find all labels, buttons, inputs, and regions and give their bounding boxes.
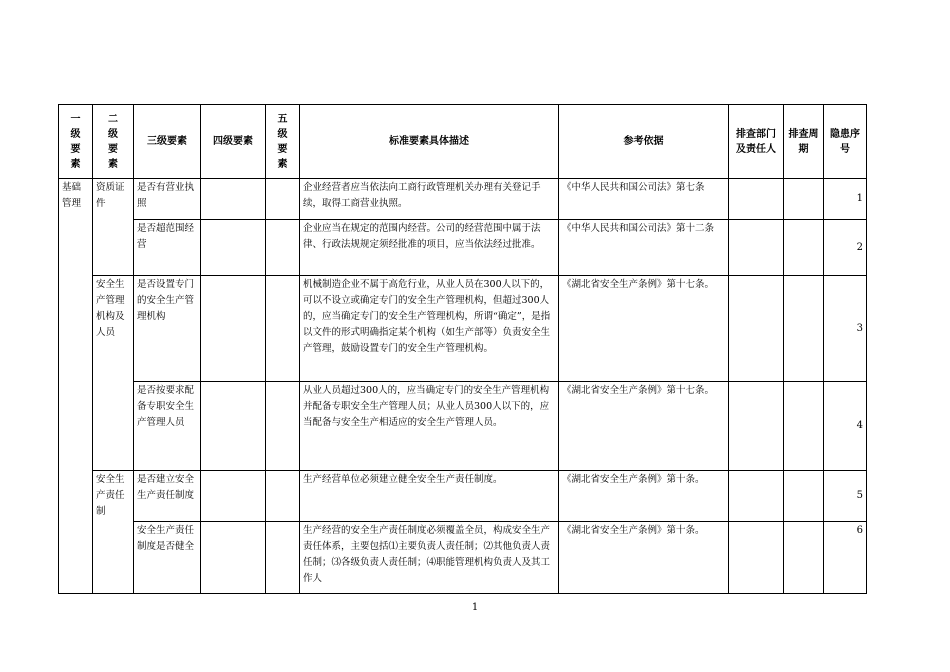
basis-cell: 《湖北省安全生产条例》第十七条。: [559, 382, 729, 471]
table-row: [59, 179, 867, 220]
hazard-number-cell: 5: [824, 471, 867, 522]
department-cell: [729, 220, 784, 276]
header-level2: 二 级 要 素: [93, 105, 134, 179]
basis-cell: 《湖北省安全生产条例》第十条。: [559, 522, 729, 594]
cycle-cell: [784, 382, 824, 471]
level3-cell: 是否有营业执照: [134, 179, 201, 220]
level4-cell: [201, 471, 266, 522]
level4-cell: [201, 179, 266, 220]
hazard-number-cell: 4: [824, 382, 867, 471]
level2-cell: 资质证件: [93, 179, 134, 276]
header-description: 标准要素具体描述: [300, 105, 559, 179]
header-department: 排查部门及责任人: [729, 105, 784, 179]
level5-cell: [266, 382, 300, 471]
level4-cell: [201, 522, 266, 594]
header-level4: 四级要素: [201, 105, 266, 179]
description-cell: 生产经营的安全生产责任制度必须覆盖全员，构成安全生产责任体系，主要包括⑴主要负责人责任制；⑵其他负责人责任制；⑶各级负责人责任制；⑷职能管理机构负责人及其工作人: [300, 522, 559, 594]
cycle-cell: [784, 220, 824, 276]
table-header-row: [59, 105, 867, 179]
description-cell: 企业应当在规定的范围内经营。公司的经营范围中属于法律、行政法规规定须经批准的项目，应当依法经过批准。: [300, 220, 559, 276]
department-cell: [729, 382, 784, 471]
description-cell: 机械制造企业不属于高危行业，从业人员在300人以下的，可以不设立或确定专门的安全生产管理机构，但超过300人的，应当确定专门的安全生产管理机构，所谓“确定”，是指以文件的形式明确指定某个机构（如生产部等）负责安全生产管理，鼓励设置专门的安全生产管理机构。: [300, 276, 559, 382]
cycle-cell: [784, 179, 824, 220]
header-level3: 三级要素: [134, 105, 201, 179]
level2-cell: 安全生产责任制: [93, 471, 134, 594]
cycle-cell: [784, 276, 824, 382]
department-cell: [729, 276, 784, 382]
table-row: [59, 522, 867, 594]
table-row: [59, 382, 867, 471]
basis-cell: 《湖北省安全生产条例》第十七条。: [559, 276, 729, 382]
hazard-number-cell: 2: [824, 220, 867, 276]
level3-cell: 是否建立安全生产责任制度: [134, 471, 201, 522]
description-cell: 生产经营单位必须建立健全安全生产责任制度。: [300, 471, 559, 522]
level2-cell: 安全生产管理机构及人员: [93, 276, 134, 471]
basis-cell: 《中华人民共和国公司法》第七条: [559, 179, 729, 220]
basis-cell: 《湖北省安全生产条例》第十条。: [559, 471, 729, 522]
level5-cell: [266, 220, 300, 276]
inspection-table-sheet: [58, 104, 866, 594]
level4-cell: [201, 276, 266, 382]
hazard-inspection-table: [58, 104, 867, 594]
level5-cell: [266, 276, 300, 382]
cycle-cell: [784, 522, 824, 594]
description-cell: 从业人员超过300人的，应当确定专门的安全生产管理机构并配备专职安全生产管理人员；从业人员300人以下的，应当配备与安全生产相适应的安全生产管理人员。: [300, 382, 559, 471]
level3-cell: 是否按要求配备专职安全生产管理人员: [134, 382, 201, 471]
level4-cell: [201, 382, 266, 471]
cycle-cell: [784, 471, 824, 522]
page-number: 1: [471, 602, 479, 613]
department-cell: [729, 179, 784, 220]
header-level5: 五 级 要 素: [266, 105, 300, 179]
hazard-number-cell: 1: [824, 179, 867, 220]
level3-cell: 是否设置专门的安全生产管理机构: [134, 276, 201, 382]
department-cell: [729, 471, 784, 522]
level1-cell: 基础管理: [59, 179, 93, 594]
level5-cell: [266, 179, 300, 220]
level3-cell: 安全生产责任制度是否健全: [134, 522, 201, 594]
level3-cell: 是否超范围经营: [134, 220, 201, 276]
hazard-number-cell: 6: [824, 522, 867, 594]
level4-cell: [201, 220, 266, 276]
table-row: [59, 276, 867, 382]
department-cell: [729, 522, 784, 594]
table-row: [59, 471, 867, 522]
description-cell: 企业经营者应当依法向工商行政管理机关办理有关登记手续，取得工商营业执照。: [300, 179, 559, 220]
header-hazard-number: 隐患序号: [824, 105, 867, 179]
hazard-number-cell: 3: [824, 276, 867, 382]
header-level1: 一 级 要 素: [59, 105, 93, 179]
header-basis: 参考依据: [559, 105, 729, 179]
header-cycle: 排查周期: [784, 105, 824, 179]
level5-cell: [266, 522, 300, 594]
table-row: [59, 220, 867, 276]
basis-cell: 《中华人民共和国公司法》第十二条: [559, 220, 729, 276]
level5-cell: [266, 471, 300, 522]
